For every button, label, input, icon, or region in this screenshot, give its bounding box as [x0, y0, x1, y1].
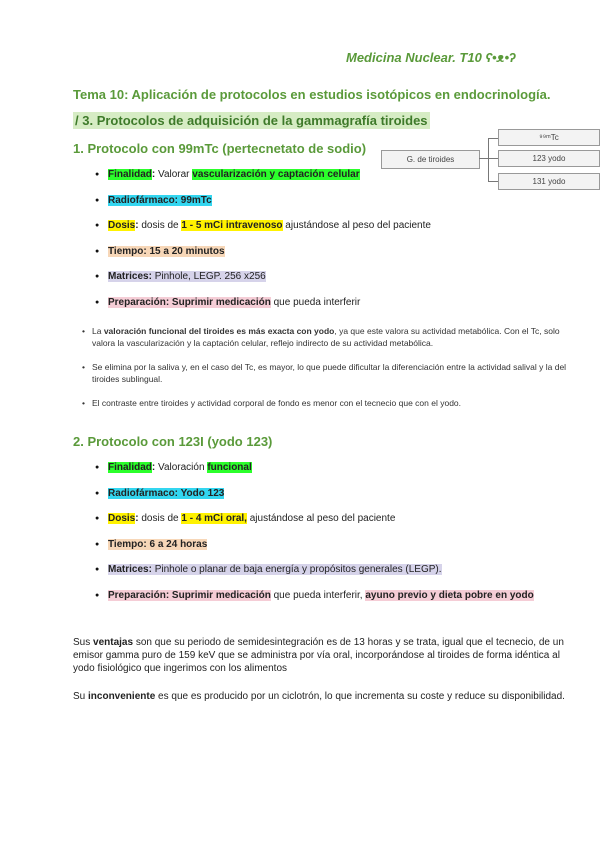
page-header: Medicina Nuclear. T10 ʕ•ᴥ•ʔ	[346, 50, 516, 65]
topic-title: Tema 10: Aplicación de protocolos en estudios isotópicos en endocrinología.	[73, 87, 551, 102]
diagram-root-box: G. de tiroides	[381, 150, 480, 169]
list-item: ● Radiofármaco: Yodo 123	[80, 487, 590, 513]
protocol1-heading: 1. Protocolo con 99mTc (pertecnetato de sodio)	[73, 141, 367, 156]
list-item: ● Radiofármaco: 99mTc	[80, 194, 580, 220]
note-item: • Se elimina por la saliva y, en el caso del Tc, es mayor, lo que puede dificultar la diferenciación entre la actividad salival y la del tiroides sublingual.	[82, 361, 574, 385]
note-item: • El contraste entre tiroides y actividad corporal de fondo es menor con el tecnecio que con el yodo.	[82, 397, 574, 409]
protocol1-list	[80, 168, 580, 321]
list-item: ● Tiempo: 6 a 24 horas	[80, 538, 590, 564]
section-title: / 3. Protocolos de adquisición de la gammagrafía tiroides	[75, 113, 428, 128]
notes-list	[82, 325, 574, 409]
list-item: ● Dosis: dosis de 1 - 5 mCi intravenoso ajustándose al peso del paciente	[80, 219, 580, 245]
diagram-child-yodo123: 123 yodo	[498, 150, 600, 167]
diagram-child-yodo131: 131 yodo	[498, 173, 600, 190]
list-item: ● Tiempo: 15 a 20 minutos	[80, 245, 580, 271]
list-item: ● Matrices: Pinhole o planar de baja energía y propósitos generales (LEGP).	[80, 563, 590, 589]
list-item: ● Preparación: Suprimir medicación que pueda interferir	[80, 296, 580, 322]
disadvantage-paragraph: Su inconveniente es que es producido por un ciclotrón, lo que incrementa su coste y reduce su disponibilidad.	[73, 691, 565, 702]
note-item: • La valoración funcional del tiroides es más exacta con yodo, ya que este valora su actividad metabólica. Con el Tc, solo valora la vascularización y la captación celular, reflejo indirecto de su actividad metabólica.	[82, 325, 574, 349]
advantages-paragraph: Sus ventajas son que su periodo de semidesintegración es de 13 horas y se trata, igual que el tecnecio, de un emisor gamma puro de 159 keV que se administra por vía oral, incorporándose al tiroides de forma idéntica al yodo fisiológico que ingerimos con los alimentos	[73, 637, 564, 674]
list-item: ● Finalidad: Valoración funcional	[80, 461, 590, 487]
diagram-child-tc: ⁹⁹ᵐTc	[498, 129, 600, 146]
protocol2-list	[80, 461, 590, 614]
protocol2-heading: 2. Protocolo con 123I (yodo 123)	[73, 434, 273, 449]
list-item: ● Preparación: Suprimir medicación que pueda interferir, ayuno previo y dieta pobre en yodo	[80, 589, 590, 615]
list-item: ● Dosis: dosis de 1 - 4 mCi oral, ajustándose al peso del paciente	[80, 512, 590, 538]
list-item: ● Matrices: Pinhole, LEGP. 256 x256	[80, 270, 580, 296]
list-item: ● Finalidad: Valorar vascularización y captación celular	[80, 168, 580, 194]
